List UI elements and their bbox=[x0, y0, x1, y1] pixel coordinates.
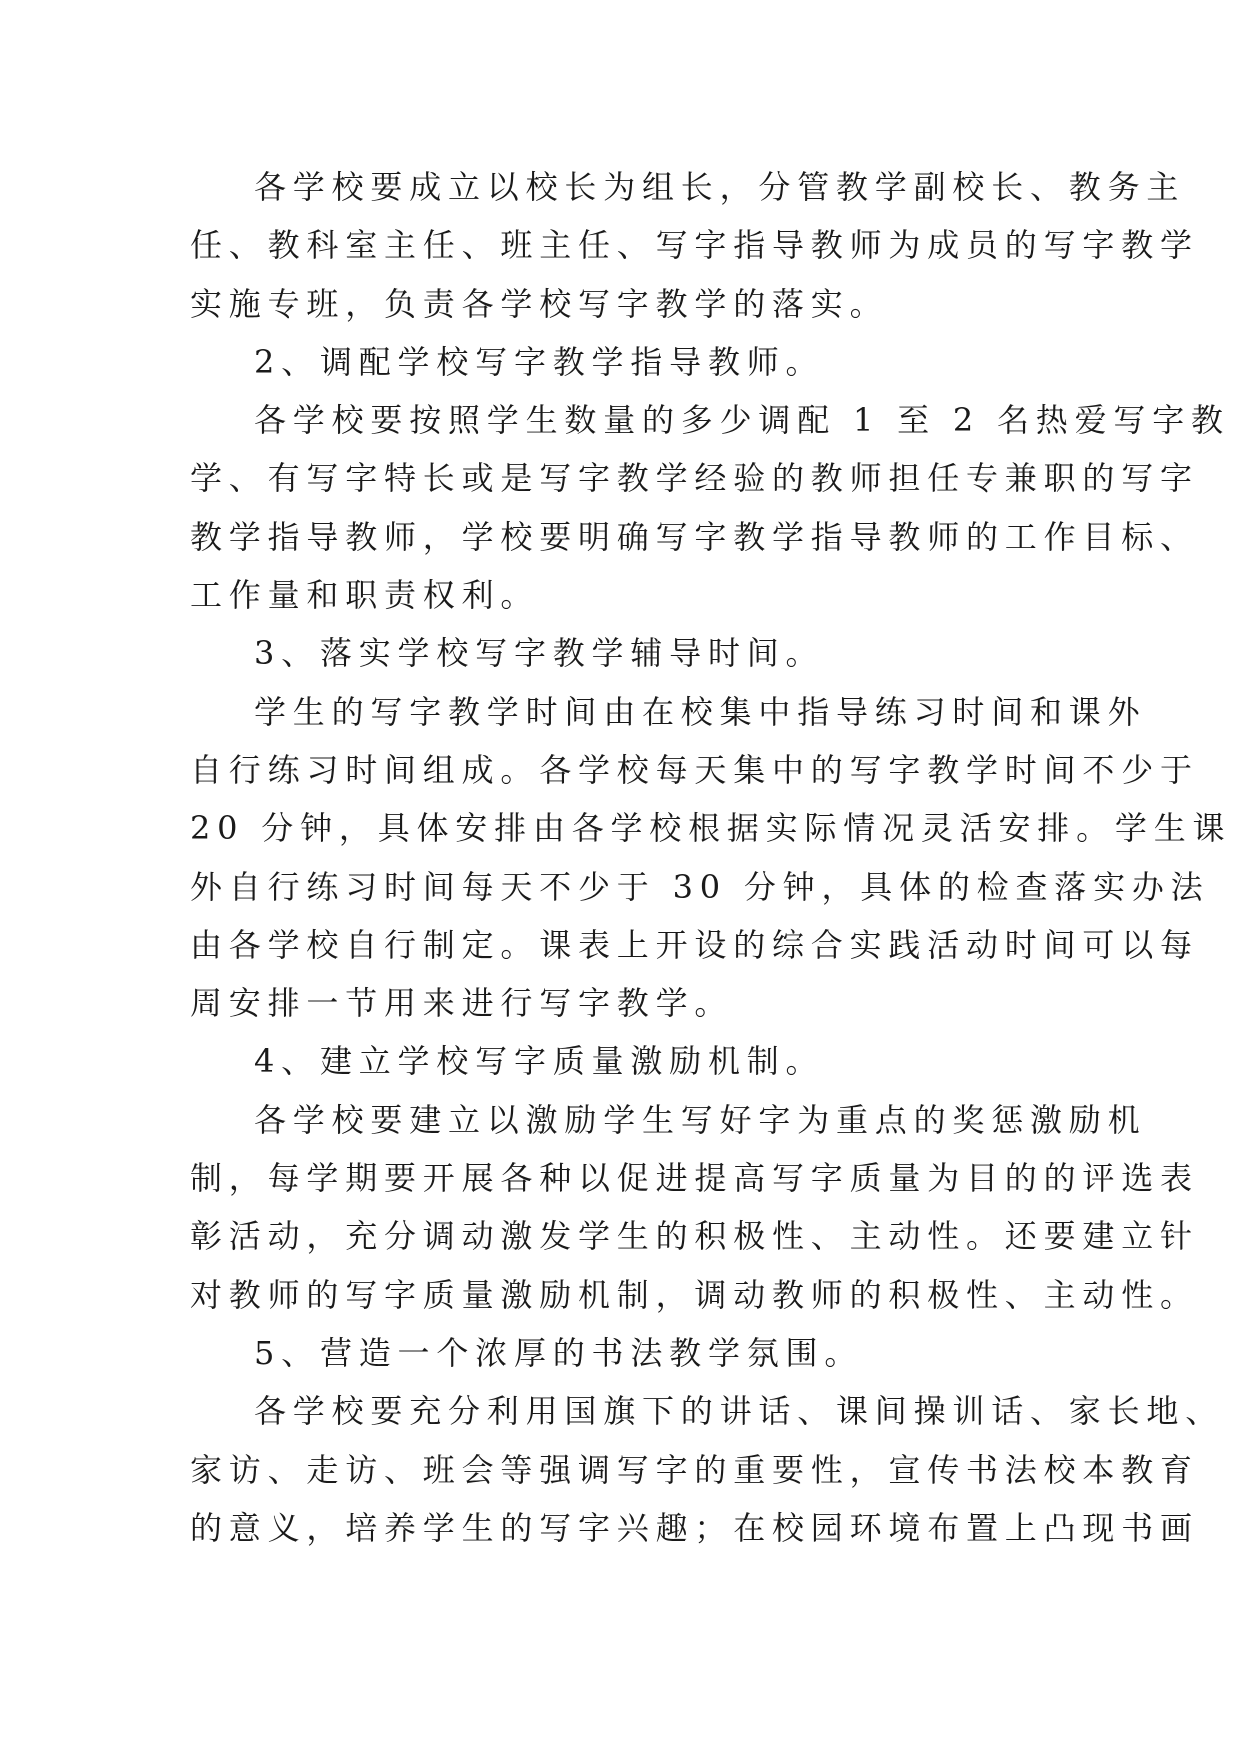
paragraph-3-line-1: 学生的写字教学时间由在校集中指导练习时间和课外 bbox=[254, 692, 1147, 731]
section-heading-4: 4、建立学校写字质量激励机制。 bbox=[254, 1042, 825, 1081]
paragraph-3-line-5: 由各学校自行制定。课表上开设的综合实践活动时间可以每 bbox=[190, 925, 1199, 964]
paragraph-1-line-1: 各学校要成立以校长为组长，分管教学副校长、教务主 bbox=[254, 168, 1186, 206]
paragraph-1-line-2: 任、教科室主任、班主任、写字指导教师为成员的写字教学 bbox=[190, 226, 1199, 265]
paragraph-3-line-4: 外自行练习时间每天不少于 30 分钟，具体的检查落实办法 bbox=[190, 867, 1210, 906]
section-heading-5: 5、营造一个浓厚的书法教学氛围。 bbox=[254, 1333, 864, 1372]
paragraph-3-line-3: 20 分钟，具体安排由各学校根据实际情况灵活安排。学生课 bbox=[190, 809, 1232, 848]
paragraph-2-line-3: 教学指导教师，学校要明确写字教学指导教师的工作目标、 bbox=[190, 517, 1199, 556]
paragraph-4-line-2: 制，每学期要开展各种以促进提高写字质量为目的的评选表 bbox=[190, 1159, 1199, 1198]
paragraph-2-line-1: 各学校要按照学生数量的多少调配 1 至 2 名热爱写字教 bbox=[254, 401, 1230, 440]
paragraph-4-line-3: 彰活动，充分调动激发学生的积极性、主动性。还要建立针 bbox=[190, 1217, 1199, 1256]
paragraph-2-line-2: 学、有写字特长或是写字教学经验的教师担任专兼职的写字 bbox=[190, 459, 1199, 498]
section-heading-3: 3、落实学校写字教学辅导时间。 bbox=[254, 634, 825, 673]
section-heading-2: 2、调配学校写字教学指导教师。 bbox=[254, 342, 825, 381]
paragraph-5-line-1: 各学校要充分利用国旗下的讲话、课间操训话、家长地、 bbox=[254, 1392, 1225, 1431]
paragraph-5-line-3: 的意义，培养学生的写字兴趣；在校园环境布置上凸现书画 bbox=[190, 1508, 1199, 1547]
paragraph-3-line-6: 周安排一节用来进行写字教学。 bbox=[190, 984, 734, 1023]
paragraph-3-line-2: 自行练习时间组成。各学校每天集中的写字教学时间不少于 bbox=[190, 750, 1199, 789]
paragraph-2-line-4: 工作量和职责权利。 bbox=[190, 576, 540, 615]
document-body bbox=[190, 158, 1232, 1557]
paragraph-4-line-1: 各学校要建立以激励学生写好字为重点的奖惩激励机 bbox=[254, 1100, 1147, 1139]
paragraph-4-line-4: 对教师的写字质量激励机制，调动教师的积极性、主动性。 bbox=[190, 1275, 1199, 1314]
paragraph-1-line-3: 实施专班，负责各学校写字教学的落实。 bbox=[190, 284, 889, 323]
paragraph-5-line-2: 家访、走访、班会等强调写字的重要性，宣传书法校本教育 bbox=[190, 1450, 1199, 1489]
